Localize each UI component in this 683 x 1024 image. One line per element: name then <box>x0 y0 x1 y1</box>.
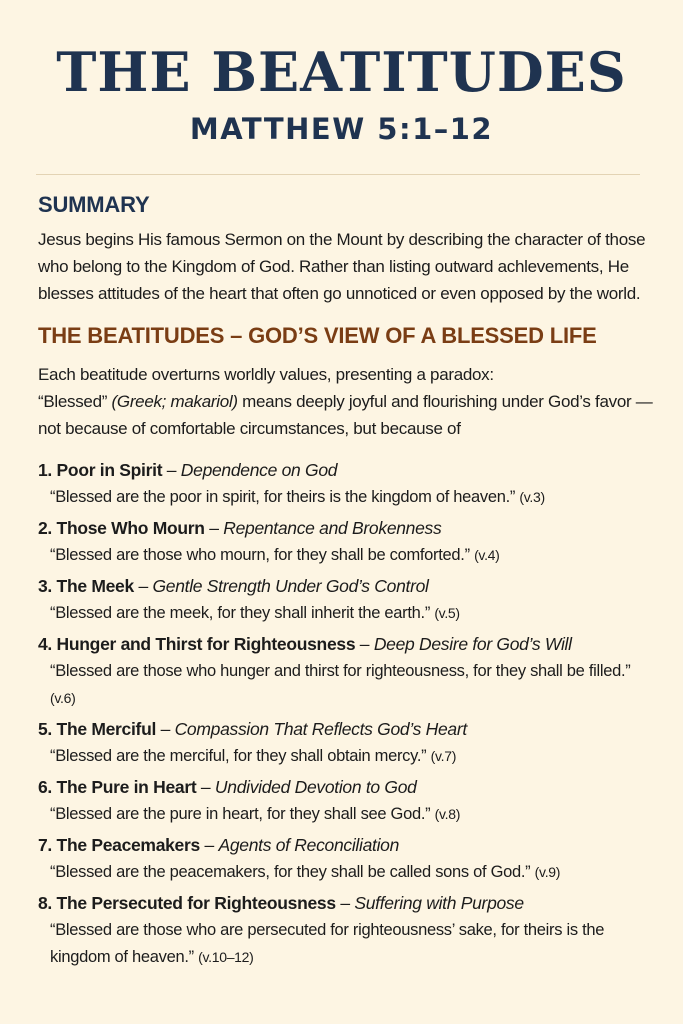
beatitudes-heading: THE BEATITUDES – GOD’S VIEW OF A BLESSED LIFE <box>38 323 597 348</box>
beatitude-theme: Suffering with Purpose <box>354 893 524 913</box>
beatitude-title: 1. Poor in Spirit <box>38 460 163 480</box>
beatitude-heading: 4. Hunger and Thirst for Righteousness – Deep Desire for God’s Will <box>38 634 572 654</box>
page-title: THE BEATITUDES <box>56 40 627 104</box>
beatitude-quote-line <box>38 917 658 971</box>
verse-reference: (v.8) <box>434 806 461 822</box>
beatitude-theme: Compassion That Reflects God’s Heart <box>174 719 467 739</box>
beatitude-title: 2. Those Who Mourn <box>38 518 205 538</box>
beatitude-title: 5. The Merciful <box>38 719 157 739</box>
beatitude-title: 4. Hunger and Thirst for Righteousness <box>38 634 356 654</box>
beatitude-heading: 8. The Persecuted for Righteousness – Suffering with Purpose <box>38 893 524 913</box>
intro-line-1: Each beatitude overturns worldly values, presenting a paradox: <box>38 365 494 384</box>
beatitude-quote-line <box>38 542 658 569</box>
beatitude-item <box>38 889 658 971</box>
beatitude-heading: 6. The Pure in Heart – Undivided Devotion to God <box>38 777 417 797</box>
beatitude-item <box>38 630 658 712</box>
beatitudes-intro <box>38 361 658 442</box>
beatitude-quote: “Blessed are those who are persecuted for righteousness’ sake, for theirs is the kingdom of heaven.” <box>50 921 605 966</box>
content <box>38 192 658 974</box>
beatitude-quote-line <box>38 743 658 770</box>
beatitude-heading: 3. The Meek – Gentle Strength Under God’s Control <box>38 576 429 596</box>
beatitudes-list <box>38 456 658 971</box>
beatitude-quote-line <box>38 859 658 886</box>
beatitude-item <box>38 773 658 828</box>
beatitude-title: 3. The Meek <box>38 576 134 596</box>
beatitude-quote-line <box>38 484 658 511</box>
beatitude-quote: “Blessed are the merciful, for they shall obtain mercy.” <box>50 747 427 765</box>
verse-reference: (v.4) <box>474 547 500 563</box>
divider <box>36 174 640 175</box>
beatitude-theme: Gentle Strength Under God’s Control <box>152 576 429 596</box>
beatitude-quote-line <box>38 801 658 828</box>
beatitude-theme: Agents of Reconciliation <box>218 835 400 855</box>
beatitude-heading: 1. Poor in Spirit – Dependence on God <box>38 460 338 480</box>
beatitude-theme: Dependence on God <box>180 460 338 480</box>
beatitude-theme: Repentance and Brokenness <box>223 518 442 538</box>
beatitude-quote: “Blessed are the meek, for they shall inherit the earth.” <box>50 604 431 622</box>
beatitude-item <box>38 514 658 569</box>
verse-reference: (v.5) <box>434 605 460 621</box>
beatitude-quote: “Blessed are those who hunger and thirst for righteousness, for they shall be filled.” <box>50 662 631 680</box>
beatitude-title: 8. The Persecuted for Righteousness <box>38 893 336 913</box>
verse-reference: (v.7) <box>430 748 457 764</box>
beatitude-quote: “Blessed are the poor in spirit, for theirs is the kingdom of heaven.” <box>50 488 516 506</box>
summary-heading: SUMMARY <box>38 192 150 217</box>
page-subtitle: MATTHEW 5:1–12 <box>189 112 494 146</box>
beatitude-heading: 7. The Peacemakers – Agents of Reconciliation <box>38 835 400 855</box>
beatitude-item <box>38 572 658 627</box>
beatitude-item <box>38 456 658 511</box>
verse-reference: (v.3) <box>519 489 545 505</box>
beatitude-quote-line <box>38 658 658 712</box>
beatitude-theme: Deep Desire for God’s Will <box>373 634 572 654</box>
beatitude-quote-line <box>38 600 658 627</box>
verse-reference: (v.6) <box>50 690 76 706</box>
intro-line-2b: means deeply joyful and flourishing under God’s favor — not because of comfortable circumstances, but because of <box>38 392 653 438</box>
verse-reference: (v.9) <box>534 864 561 880</box>
summary-text: Jesus begins His famous Sermon on the Mount by describing the character of those who belong to the Kingdom of God. Rather than listing outward achlevements, He blesses attitudes of the heart that often go unnoticed or even opposed by the world. <box>38 230 646 303</box>
beatitude-quote: “Blessed are the pure in heart, for they shall see God.” <box>50 805 431 823</box>
beatitude-quote: “Blessed are the peacemakers, for they shall be called sons of God.” <box>50 863 531 881</box>
beatitude-item <box>38 831 658 886</box>
beatitude-title: 7. The Peacemakers <box>38 835 200 855</box>
beatitude-title: 6. The Pure in Heart <box>38 777 197 797</box>
beatitude-quote: “Blessed are those who mourn, for they shall be comforted.” <box>50 546 470 564</box>
intro-greek: (Greek; makariol) <box>111 392 238 411</box>
verse-reference: (v.10–12) <box>198 949 254 965</box>
beatitude-heading: 2. Those Who Mourn – Repentance and Brokenness <box>38 518 442 538</box>
intro-line-2a: “Blessed” <box>38 392 112 411</box>
beatitude-item <box>38 715 658 770</box>
beatitude-theme: Undivided Devotion to God <box>214 777 417 797</box>
beatitude-heading: 5. The Merciful – Compassion That Reflects God’s Heart <box>38 719 467 739</box>
